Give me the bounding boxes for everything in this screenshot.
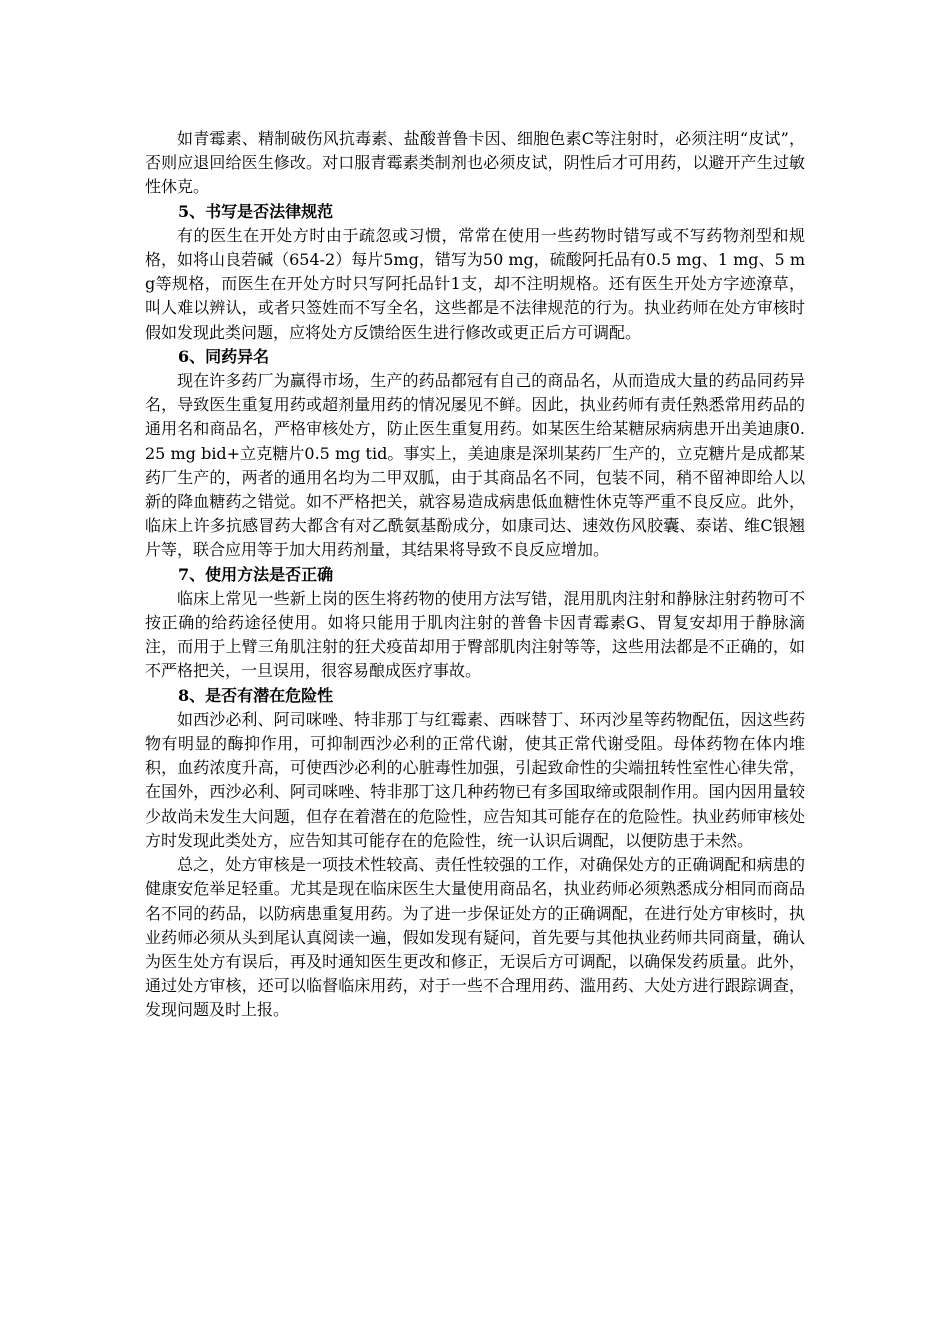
- paragraph-summary: 总之，处方审核是一项技术性较高、责任性较强的工作，对确保处方的正确调配和病患的健康安危举足轻重。尤其是现在临床医生大量使用商品名，执业药师必须熟悉成分相同而商品名不同的药品，以防病患重复用药。为了进一步保证处方的正确调配，在进行处方审核时，执业药师必须从头到尾认真阅读一遍，假如发现有疑问，首先要与其他执业药师共同商量，确认为医生处方有误后，再及时通知医生更改和修正，无误后方可调配，以确保发药质量。此外，通过处方审核，还可以临督临床用药，对于一些不合理用药、滥用药、大处方进行跟踪调查，发现问题及时上报。: [145, 855, 805, 1020]
- section-heading-5: 5、书写是否法律规范: [178, 201, 334, 221]
- paragraph-potential-danger: 如西沙必利、阿司咪唑、特非那丁与红霉素、西咪替丁、环丙沙星等药物配伍，因这些药物有明显的酶抑作用，可抑制西沙必利的正常代谢，使其正常代谢受阻。母体药物在体内堆积，血药浓度升高，可使西沙必利的心脏毒性加强，引起致命性的尖端扭转性室性心律失常，在国外，西沙必利、阿司咪唑、特非那丁这几种药物已有多国取缔或限制作用。国内因用量较少故尚未发生大问题，但存在着潜在的危险性，应告知其可能存在的危险性。执业药师审核处方时发现此类处方，应告知其可能存在的危险性，统一认识后调配，以便防患于未然。: [145, 709, 805, 850]
- section-heading-7: 7、使用方法是否正确: [178, 564, 334, 584]
- paragraph-usage-method: 临床上常见一些新上岗的医生将药物的使用方法写错，混用肌肉注射和静脉注射药物可不按正确的给药途径使用。如将只能用于肌肉注射的普鲁卡因青霉素G、胃复安却用于静脉滴注，而用于上臂三角肌注射的狂犬疫苗却用于臀部肌肉注射等等，这些用法都是不正确的，如不严格把关，一旦误用，很容易酿成医疗事故。: [145, 588, 805, 681]
- paragraph-skin-test: 如青霉素、精制破伤风抗毒素、盐酸普鲁卡因、细胞色素C等注射时，必须注明“皮试”，否则应退回给医生修改。对口服青霉素类制剂也必须皮试，阴性后才可用药，以避开产生过敏性休克。: [145, 129, 805, 197]
- document-body: [145, 127, 805, 1023]
- paragraph-legal-writing: 有的医生在开处方时由于疏忽或习惯，常常在使用一些药物时错写或不写药物剂型和规格，如将山良菪碱（654-2）每片5mg，错写为50 mg，硫酸阿托品有0.5 mg、1 mg、5 mg等规格，而医生在开处方时只写阿托品针1支，却不注明规格。还有医生开处方字迹潦草，叫人难以辨认，或者只签姓而不写全名，这些都是不法律规范的行为。执业药师在处方审核时假如发现此类问题，应将处方反馈给医生进行修改或更正后方可调配。: [145, 225, 805, 342]
- section-heading-8: 8、是否有潜在危险性: [178, 685, 334, 705]
- section-heading-6: 6、同药异名: [178, 346, 270, 366]
- paragraph-same-drug-different-name: 现在许多药厂为赢得市场，生产的药品都冠有自己的商品名，从而造成大量的药品同药异名，导致医生重复用药或超剂量用药的情况屡见不鲜。因此，执业药师有责任熟悉常用药品的通用名和商品名，严格审核处方，防止医生重复用药。如某医生给某糖尿病病患开出美迪康0.25 mg bid+立克糖片0.5 mg tid。事实上，美迪康是深圳某药厂生产的，立克糖片是成都某药厂生产的，两者的通用名均为二甲双胍，由于其商品名不同，包装不同，稍不留神即给人以新的降血糖药之错觉。如不严格把关，就容易造成病患低血糖性休克等严重不良反应。此外，临床上许多抗感冒药大都含有对乙酰氨基酚成分，如康司达、速效伤风胶囊、泰诺、维C银翘片等，联合应用等于加大用药剂量，其结果将导致不良反应增加。: [145, 371, 805, 560]
